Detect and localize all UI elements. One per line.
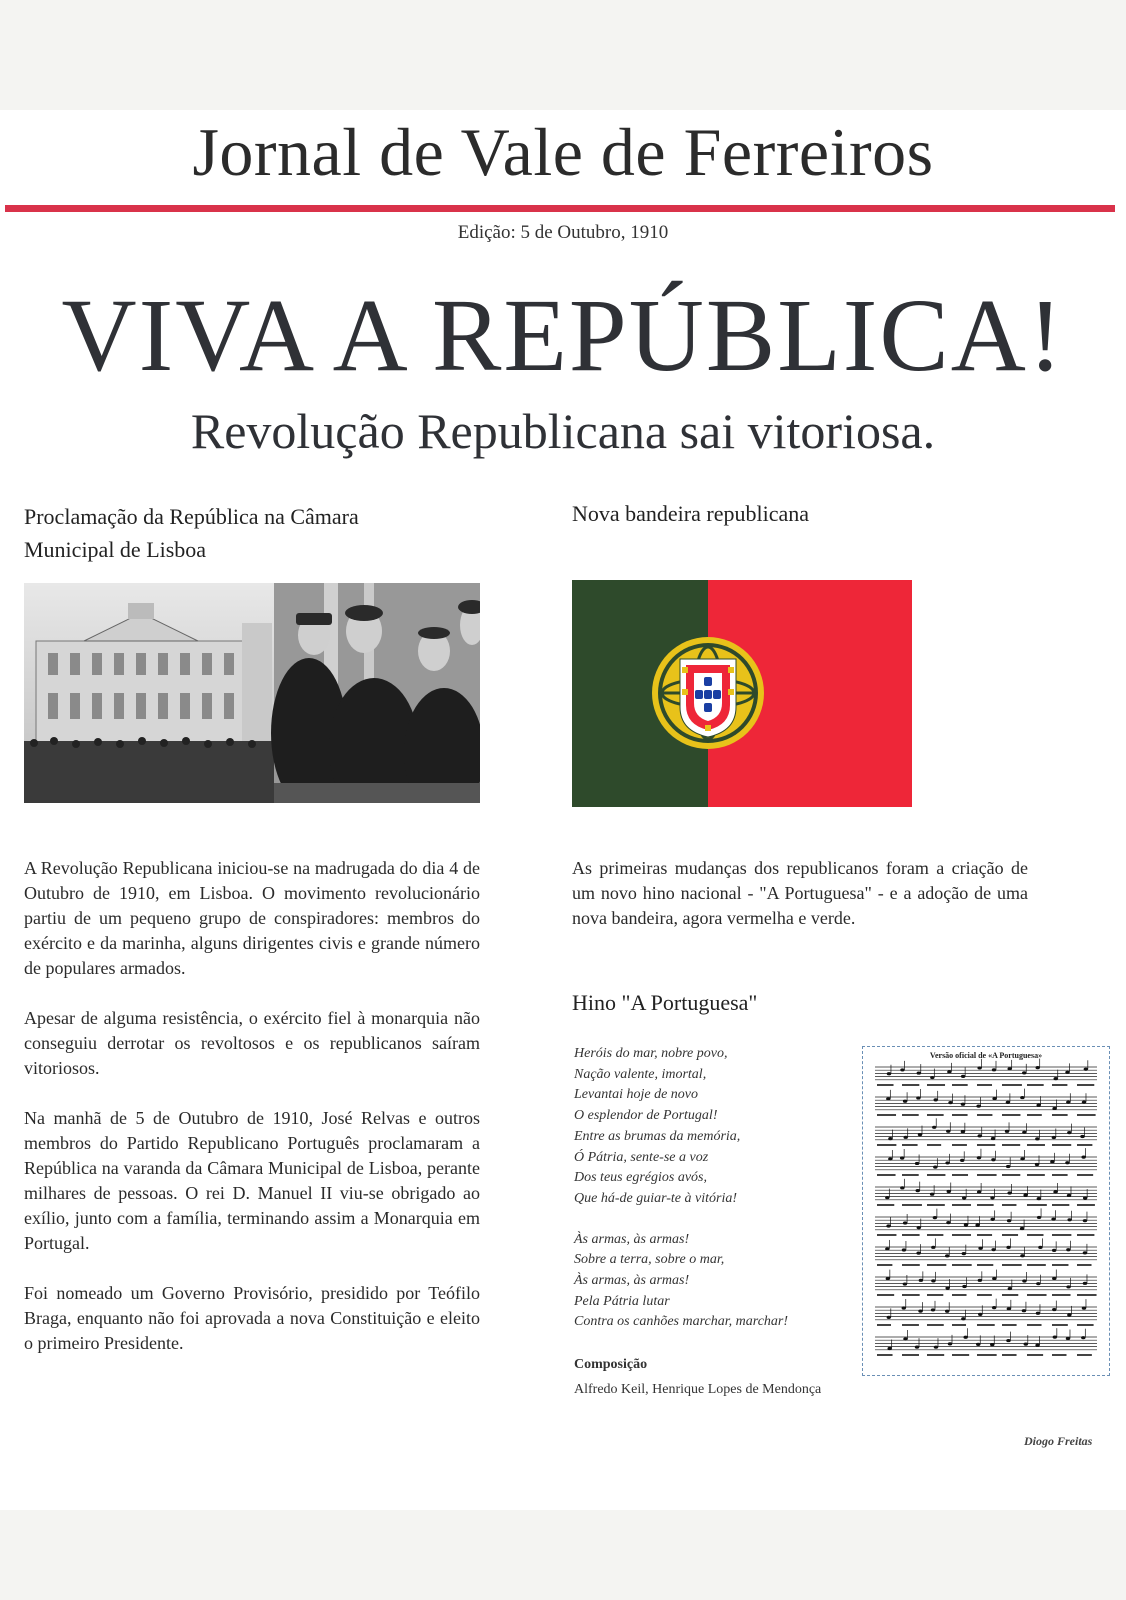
- music-note: [886, 1097, 890, 1100]
- music-note: [903, 1221, 907, 1224]
- music-note: [900, 1068, 904, 1071]
- masthead-divider: [5, 205, 1115, 212]
- music-note: [992, 1068, 996, 1071]
- music-note: [1054, 1077, 1058, 1080]
- lyric-scribble: [1027, 1204, 1047, 1206]
- lyric-scribble: [1027, 1294, 1047, 1296]
- lyric-line: Contra os canhões marchar, marchar!: [574, 1314, 789, 1330]
- music-note: [1083, 1282, 1087, 1285]
- music-note: [975, 1224, 979, 1227]
- music-note: [1005, 1130, 1009, 1133]
- music-note: [903, 1100, 907, 1103]
- lyric-scribble: [1052, 1234, 1071, 1236]
- lyric-scribble: [1027, 1114, 1042, 1116]
- lyric-scribble: [1077, 1084, 1094, 1086]
- lyric-line: O esplendor de Portugal!: [574, 1108, 718, 1124]
- music-note: [991, 1137, 995, 1140]
- music-note: [887, 1316, 891, 1319]
- lyric-scribble: [902, 1204, 922, 1206]
- right-paragraph: As primeiras mudanças dos republicanos foram a criação de um novo hino nacional - "A Portuguesa" - e a adoção de uma nova bandeira, agora vermelha e verde.: [572, 858, 1028, 928]
- music-note: [1022, 1071, 1026, 1074]
- lyric-line: Entre as brumas da memória,: [574, 1128, 741, 1144]
- music-note: [1035, 1137, 1039, 1140]
- lyric-scribble: [977, 1084, 992, 1086]
- music-note: [962, 1196, 966, 1199]
- lyric-scribble: [1027, 1234, 1044, 1236]
- lyric-scribble: [902, 1174, 919, 1176]
- left-paragraph-1: A Revolução Republicana iniciou-se na madrugada do dia 4 de Outubro de 1910, em Lisboa. O movimento revolucionário partiu de um pequeno grupo de conspiradores: membros do exército e da marinha, alguns dirigentes civis e grande número de populares armados.: [24, 858, 480, 978]
- music-note: [1067, 1313, 1071, 1316]
- left-article-title-line2: Municipal de Lisboa: [24, 537, 207, 562]
- lyric-scribble: [927, 1084, 945, 1086]
- music-note: [1036, 1104, 1040, 1107]
- lyric-scribble: [1002, 1294, 1018, 1296]
- author-signature: Diogo Freitas: [1024, 1434, 1093, 1448]
- music-note: [977, 1156, 981, 1159]
- lyric-scribble: [1002, 1234, 1018, 1236]
- music-note: [931, 1246, 935, 1249]
- music-note: [903, 1337, 907, 1340]
- music-note: [976, 1105, 980, 1108]
- lyric-scribble: [902, 1084, 919, 1086]
- lyric-scribble: [1077, 1114, 1096, 1116]
- main-headline: VIVA A REPÚBLICA!: [61, 278, 1065, 393]
- left-paragraph-2: Apesar de alguma resistência, o exército fiel à monarquia não conseguiu derrotar os revoltosos e os republicanos saíram vitoriosos.: [24, 1008, 480, 1078]
- music-note: [918, 1133, 922, 1136]
- lyric-scribble: [1027, 1174, 1045, 1176]
- music-note: [916, 1189, 920, 1192]
- music-note: [900, 1156, 904, 1159]
- music-note: [1065, 1071, 1069, 1074]
- anthem-lyrics: [574, 1044, 864, 1353]
- music-note: [903, 1282, 907, 1285]
- lyric-scribble: [1002, 1174, 1020, 1176]
- music-note: [963, 1336, 967, 1339]
- music-note: [1067, 1194, 1071, 1197]
- music-note: [945, 1254, 949, 1257]
- music-note: [1007, 1307, 1011, 1310]
- music-note: [933, 1216, 937, 1219]
- music-note: [1024, 1343, 1028, 1346]
- music-note: [1037, 1216, 1041, 1219]
- music-note: [888, 1157, 892, 1160]
- music-note: [1065, 1161, 1069, 1164]
- music-note: [1020, 1096, 1024, 1099]
- proclamation-photo-image: [24, 583, 480, 803]
- music-note: [1006, 1339, 1010, 1342]
- music-note: [1035, 1344, 1039, 1347]
- music-note: [1007, 1191, 1011, 1194]
- music-note: [945, 1286, 949, 1289]
- lyric-scribble: [1052, 1294, 1071, 1296]
- lyric-line: Às armas, às armas!: [574, 1273, 690, 1289]
- music-note: [1052, 1249, 1056, 1252]
- lyric-scribble: [877, 1264, 892, 1266]
- music-note: [1067, 1218, 1071, 1221]
- music-staff: [875, 1238, 1097, 1266]
- lyric-scribble: [977, 1204, 994, 1206]
- music-staff: [875, 1269, 1097, 1296]
- lyric-line: Pela Pátria lutar: [574, 1293, 670, 1309]
- lyric-line: Levantai hoje de novo: [574, 1087, 699, 1103]
- music-note: [1050, 1160, 1054, 1163]
- music-note: [1066, 1101, 1070, 1104]
- lyric-scribble: [877, 1084, 894, 1086]
- lyric-scribble: [1077, 1204, 1095, 1206]
- music-note: [916, 1252, 920, 1255]
- lyric-scribble: [977, 1264, 993, 1266]
- lyric-scribble: [977, 1354, 997, 1356]
- portuguese-flag: [572, 580, 912, 807]
- music-staff: [875, 1059, 1097, 1086]
- right-article-body: [572, 856, 1028, 956]
- lyric-scribble: [1027, 1144, 1045, 1146]
- lyric-scribble: [977, 1324, 995, 1326]
- lyric-scribble: [1077, 1324, 1094, 1326]
- lyric-scribble: [902, 1264, 920, 1266]
- music-note: [1006, 1101, 1010, 1104]
- music-note: [904, 1136, 908, 1139]
- lyric-scribble: [977, 1174, 997, 1176]
- music-note: [961, 1317, 965, 1320]
- music-note: [992, 1306, 996, 1309]
- lyric-scribble: [1027, 1354, 1043, 1356]
- music-staff: [875, 1299, 1097, 1326]
- lyric-scribble: [877, 1234, 896, 1236]
- music-staff: [875, 1328, 1097, 1356]
- lyric-scribble: [927, 1264, 946, 1266]
- left-article-title-line1: Proclamação da República na Câmara: [24, 504, 359, 529]
- left-paragraph-4: Foi nomeado um Governo Provisório, presidido por Teófilo Braga, enquanto não foi aprovada a nova Constituição e eleito o primeiro Presidente.: [24, 1283, 480, 1353]
- music-note: [902, 1306, 906, 1309]
- composition-text: Alfredo Keil, Henrique Lopes de Mendonça: [574, 1382, 822, 1397]
- lyric-scribble: [1002, 1264, 1022, 1266]
- music-staff: [875, 1118, 1097, 1146]
- music-note: [915, 1345, 919, 1348]
- music-note: [962, 1285, 966, 1288]
- lyric-line: Ó Pátria, sente-se a voz: [574, 1149, 709, 1165]
- music-note: [886, 1224, 890, 1227]
- lyric-scribble: [1027, 1324, 1042, 1326]
- lyric-scribble: [927, 1294, 943, 1296]
- music-note: [946, 1221, 950, 1224]
- lyric-scribble: [1077, 1144, 1092, 1146]
- music-note: [1037, 1197, 1041, 1200]
- music-note: [1081, 1336, 1085, 1339]
- lyric-scribble: [1052, 1324, 1068, 1326]
- music-note: [917, 1071, 921, 1074]
- lyric-scribble: [927, 1354, 944, 1356]
- lyric-scribble: [952, 1324, 966, 1326]
- music-note: [947, 1190, 951, 1193]
- music-note: [946, 1130, 950, 1133]
- lyric-scribble: [927, 1144, 941, 1146]
- music-note: [1052, 1136, 1056, 1139]
- music-note: [887, 1072, 891, 1075]
- music-note: [977, 1066, 981, 1069]
- music-note: [885, 1247, 889, 1250]
- composition-label: Composição: [574, 1357, 648, 1372]
- music-note: [1022, 1279, 1026, 1282]
- lyric-scribble: [902, 1144, 918, 1146]
- music-note: [916, 1096, 920, 1099]
- music-note: [1083, 1219, 1087, 1222]
- music-note: [1051, 1218, 1055, 1221]
- music-note: [978, 1134, 982, 1137]
- lyric-scribble: [1002, 1114, 1020, 1116]
- music-note: [1022, 1131, 1026, 1134]
- music-note: [976, 1343, 980, 1346]
- lyric-scribble: [1052, 1114, 1068, 1116]
- music-note: [1023, 1194, 1027, 1197]
- lyric-scribble: [927, 1114, 944, 1116]
- anthem-stanza-2: [574, 1230, 864, 1334]
- anthem-stanza-1: [574, 1044, 864, 1210]
- music-note: [978, 1313, 982, 1316]
- lyric-scribble: [902, 1114, 919, 1116]
- music-note: [990, 1196, 994, 1199]
- music-note: [1082, 1101, 1086, 1104]
- music-note: [900, 1186, 904, 1189]
- music-note: [1006, 1246, 1010, 1249]
- lyric-scribble: [952, 1144, 967, 1146]
- proclamation-photo: [24, 583, 480, 803]
- music-note: [948, 1342, 952, 1345]
- music-note: [1053, 1190, 1057, 1193]
- lyric-scribble: [927, 1324, 944, 1326]
- sheet-music: [862, 1046, 1110, 1376]
- lyric-scribble: [1077, 1264, 1092, 1266]
- lyric-scribble: [877, 1174, 896, 1176]
- lyric-scribble: [1052, 1354, 1066, 1356]
- music-note: [1053, 1336, 1057, 1339]
- music-note: [918, 1310, 922, 1313]
- flag-image: [572, 580, 912, 807]
- lyric-scribble: [952, 1234, 971, 1236]
- lyric-scribble: [1027, 1264, 1046, 1266]
- music-note: [992, 1277, 996, 1280]
- lyric-scribble: [902, 1294, 920, 1296]
- lyric-scribble: [902, 1354, 919, 1356]
- lyric-scribble: [1052, 1144, 1071, 1146]
- music-note: [1084, 1068, 1088, 1071]
- lyric-scribble: [977, 1144, 995, 1146]
- music-staff: [875, 1089, 1097, 1116]
- music-note: [1082, 1307, 1086, 1310]
- music-note: [933, 1166, 937, 1169]
- lyric-scribble: [1002, 1204, 1016, 1206]
- music-note: [947, 1070, 951, 1073]
- music-note: [888, 1137, 892, 1140]
- music-note: [1081, 1156, 1085, 1159]
- lyric-scribble: [1027, 1084, 1044, 1086]
- left-paragraph-3: Na manhã de 5 de Outubro de 1910, José Relvas e outros membros do Partido Republicano Português proclamaram a República na varanda da Câmara Municipal de Lisboa, perante milhares de pessoas. O rei D. Manuel II viu-se obrigado ao exílio, junto com a família, terminando assim a Monarquia em Portugal.: [24, 1108, 480, 1253]
- anthem-title: Hino "A Portuguesa": [572, 990, 758, 1015]
- lyric-line: Que há-de guiar-te à vitória!: [574, 1190, 738, 1206]
- left-article-body: [24, 856, 480, 1381]
- music-note: [1020, 1157, 1024, 1160]
- lyric-scribble: [877, 1294, 894, 1296]
- edition-date: Edição: 5 de Outubro, 1910: [457, 222, 669, 243]
- lyric-scribble: [927, 1174, 945, 1176]
- music-note: [885, 1196, 889, 1199]
- lyric-scribble: [1002, 1084, 1022, 1086]
- lyric-scribble: [1052, 1264, 1068, 1266]
- sheet-music-staves: [863, 1047, 1109, 1375]
- lyric-scribble: [1077, 1234, 1094, 1236]
- music-staff: [875, 1179, 1097, 1206]
- music-note: [1020, 1227, 1024, 1230]
- lyric-scribble: [977, 1294, 992, 1296]
- music-note: [961, 1075, 965, 1078]
- music-note: [960, 1159, 964, 1162]
- music-note: [1036, 1312, 1040, 1315]
- music-note: [1052, 1277, 1056, 1280]
- music-note: [1038, 1246, 1042, 1249]
- lyric-scribble: [977, 1114, 992, 1116]
- music-note: [917, 1226, 921, 1229]
- music-note: [961, 1103, 965, 1106]
- lyric-scribble: [952, 1294, 967, 1296]
- music-note: [1006, 1165, 1010, 1168]
- music-note: [932, 1126, 936, 1129]
- lyric-line: Heróis do mar, nobre povo,: [574, 1046, 728, 1061]
- music-note: [945, 1310, 949, 1313]
- music-note: [930, 1193, 934, 1196]
- lyric-scribble: [1052, 1174, 1068, 1176]
- music-note: [1020, 1254, 1024, 1257]
- music-note: [945, 1161, 949, 1164]
- music-note: [977, 1190, 981, 1193]
- lyric-scribble: [927, 1204, 945, 1206]
- music-note: [902, 1248, 906, 1251]
- music-note: [1036, 1066, 1040, 1069]
- music-note: [934, 1098, 938, 1101]
- lyric-scribble: [1052, 1084, 1067, 1086]
- lyric-scribble: [952, 1084, 968, 1086]
- lyric-line: Às armas, às armas!: [574, 1231, 690, 1247]
- music-note: [1066, 1337, 1070, 1340]
- lyric-scribble: [1002, 1354, 1017, 1356]
- music-note: [1066, 1285, 1070, 1288]
- lyric-scribble: [1002, 1144, 1020, 1146]
- lyric-scribble: [952, 1204, 971, 1206]
- lyric-line: Nação valente, imortal,: [574, 1066, 707, 1082]
- music-note: [934, 1346, 938, 1349]
- lyric-scribble: [977, 1234, 992, 1236]
- music-note: [1052, 1107, 1056, 1110]
- lyric-scribble: [927, 1234, 943, 1236]
- lyric-scribble: [952, 1264, 972, 1266]
- lyric-scribble: [1052, 1204, 1069, 1206]
- music-note: [962, 1252, 966, 1255]
- lyric-scribble: [902, 1234, 920, 1236]
- music-note: [1066, 1248, 1070, 1251]
- music-note: [992, 1097, 996, 1100]
- lyric-line: Sobre a terra, sobre o mar,: [574, 1252, 725, 1268]
- lyric-scribble: [877, 1114, 896, 1116]
- right-article-title: Nova bandeira republicana: [572, 501, 809, 526]
- lyric-scribble: [1002, 1324, 1017, 1326]
- music-note: [990, 1218, 994, 1221]
- lyric-scribble: [1077, 1294, 1097, 1296]
- music-note: [930, 1076, 934, 1079]
- lyric-scribble: [877, 1354, 893, 1356]
- music-note: [964, 1223, 968, 1226]
- music-note: [1007, 1067, 1011, 1070]
- music-note: [931, 1308, 935, 1311]
- music-note: [1083, 1251, 1087, 1254]
- music-note: [886, 1277, 890, 1280]
- music-note: [991, 1248, 995, 1251]
- music-note: [991, 1158, 995, 1161]
- lyric-line: Dos teus egrégios avós,: [574, 1170, 707, 1186]
- music-note: [948, 1101, 952, 1104]
- lyric-scribble: [952, 1174, 968, 1176]
- music-note: [1008, 1287, 1012, 1290]
- music-note: [978, 1279, 982, 1282]
- music-staff: [875, 1148, 1097, 1176]
- lyric-scribble: [1077, 1354, 1092, 1356]
- music-note: [961, 1130, 965, 1133]
- music-note: [1036, 1282, 1040, 1285]
- music-note: [978, 1247, 982, 1250]
- sheet-music-title: Versão oficial de «A Portuguesa»: [929, 1051, 1043, 1060]
- lyric-scribble: [902, 1324, 919, 1326]
- lyric-scribble: [877, 1204, 894, 1206]
- lyric-scribble: [952, 1114, 968, 1116]
- music-note: [1022, 1309, 1026, 1312]
- music-note: [1080, 1135, 1084, 1138]
- lyric-scribble: [952, 1354, 969, 1356]
- left-article-title: [24, 500, 359, 566]
- music-note: [1083, 1196, 1087, 1199]
- music-note: [1035, 1163, 1039, 1166]
- lyric-scribble: [877, 1144, 896, 1146]
- music-note: [915, 1162, 919, 1165]
- music-staff: [875, 1208, 1097, 1236]
- music-note: [1067, 1131, 1071, 1134]
- music-note: [887, 1347, 891, 1350]
- lyric-scribble: [1077, 1174, 1093, 1176]
- music-note: [931, 1279, 935, 1282]
- music-note: [1052, 1308, 1056, 1311]
- music-note: [990, 1343, 994, 1346]
- music-note: [1007, 1219, 1011, 1222]
- sub-headline: Revolução Republicana sai vitoriosa.: [190, 403, 936, 459]
- newspaper-name: Jornal de Vale de Ferreiros: [192, 114, 934, 190]
- lyric-scribble: [877, 1324, 891, 1326]
- music-note: [919, 1279, 923, 1282]
